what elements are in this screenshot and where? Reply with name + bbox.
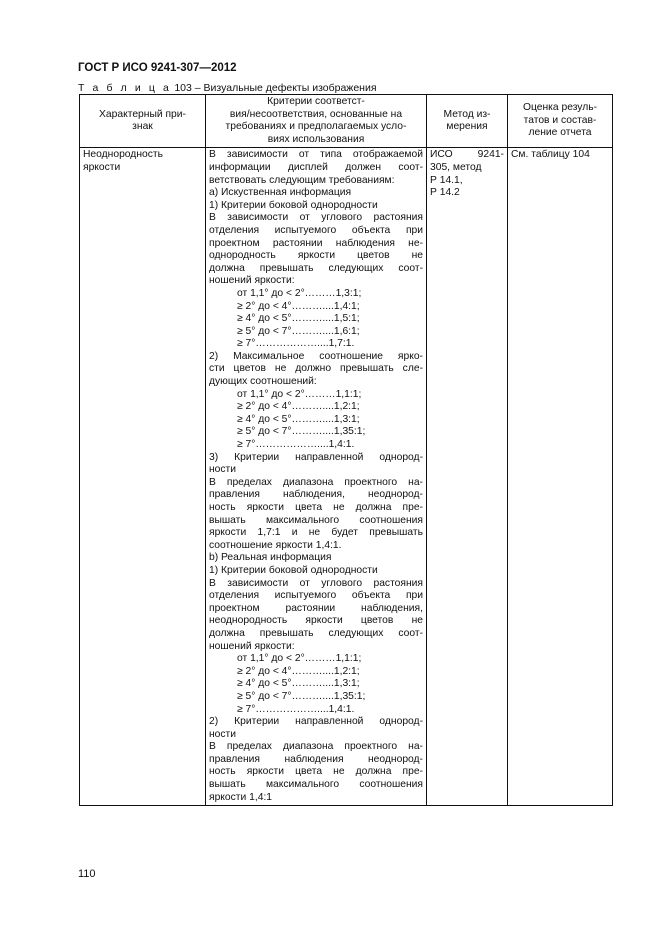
text-line: от 1,1° до < 2°………1,1:1;	[237, 653, 362, 665]
text-line: яркости	[83, 161, 121, 173]
text-line: 1) Критерии боковой однородности	[209, 199, 378, 211]
text-line: ность яркости цвета не должна пре-	[209, 502, 423, 513]
text-line: яркости 1,7:1 и не будет превышать	[209, 527, 423, 539]
text-line: 1) Критерии боковой однородности	[209, 564, 378, 576]
text-line: вышать максимального соотношения	[209, 779, 423, 791]
table-caption	[78, 82, 377, 94]
text-line: сти цветов не должно превышать сле-	[209, 363, 423, 375]
text-line: b) Реальная информация	[209, 552, 332, 564]
text-line: Метод из-	[443, 108, 491, 120]
text-line: ≥ 2° до < 4°………....1,2:1;	[237, 401, 360, 413]
text-line: Оценка резуль-	[522, 102, 598, 114]
text-line: отделения испытуемого объекта при	[209, 224, 423, 236]
text-line: Р 14.1,	[430, 174, 463, 186]
text-line: Характерный при-	[99, 108, 186, 120]
text-line: ≥ 7°………………....1,4:1.	[237, 703, 355, 715]
text-line: Критерии соответст-	[267, 96, 365, 107]
cell-method	[427, 148, 508, 806]
text-line: яркости 1,4:1	[209, 791, 273, 803]
text-line: татов и состав-	[523, 114, 597, 126]
table-header-row	[80, 95, 613, 148]
text-line: информации дисплей должен соот-	[209, 161, 423, 173]
text-line: мерения	[446, 121, 488, 133]
cell-assessment	[508, 148, 613, 806]
text-line: однородность яркости цветов не	[209, 250, 423, 262]
text-line: от 1,1° до < 2°………1,1:1;	[237, 388, 362, 400]
document-code: ГОСТ Р ИСО 9241-307—2012	[78, 62, 237, 74]
text-line: 305, метод	[430, 161, 482, 173]
assessment-reference: См. таблицу 104	[511, 149, 590, 161]
header-feature	[80, 95, 206, 148]
page-number: 110	[78, 868, 96, 880]
text-line: от 1,1° до < 2°………1,3:1;	[237, 287, 362, 299]
text-line: 2) Максимальное соотношение ярко-	[209, 350, 423, 362]
text-line: В зависимости от углового растояния	[209, 212, 423, 224]
text-line: 2) Критерии направленной однород-	[209, 716, 423, 728]
text-line: ≥ 4° до < 5°………....1,3:1;	[237, 413, 360, 425]
text-line: ≥ 4° до < 5°………....1,5:1;	[237, 313, 360, 325]
text-line: ≥ 5° до < 7°………....1,35:1;	[237, 690, 366, 702]
text-line: ≥ 7°………………....1,7:1.	[237, 338, 355, 350]
text-line: правления наблюдения неоднород-	[209, 753, 423, 765]
table-caption-label: Т а б л и ц а	[78, 82, 172, 94]
text-line: Неоднородность	[83, 149, 163, 161]
table-row	[80, 148, 613, 806]
text-line: ношений яркости:	[209, 640, 295, 652]
header-assessment	[508, 95, 613, 148]
text-line: ≥ 5° до < 7°………....1,6:1;	[237, 325, 360, 337]
text-line: должна превышать следующих соот-	[209, 627, 423, 639]
text-line: ≥ 5° до < 7°………....1,35:1;	[237, 426, 366, 438]
text-line: ≥ 4° до < 5°………....1,3:1;	[237, 678, 360, 690]
text-line: ИСО 9241-	[430, 149, 504, 161]
text-line: В зависимости от углового растояния	[209, 577, 423, 589]
text-line: дующих соотношений:	[209, 376, 317, 388]
text-line: Р 14.2	[430, 187, 460, 199]
text-line: ≥ 2° до < 4°………....1,4:1;	[237, 300, 360, 312]
text-line: ветствовать следующим требованиям:	[209, 174, 395, 186]
text-line: соотношение яркости 1,4:1.	[209, 539, 342, 551]
table-caption-text: 103 – Визуальные дефекты изображения	[174, 82, 377, 94]
text-line: требованиях и предполагаемых усло-	[225, 121, 407, 133]
text-line: знак	[132, 121, 153, 133]
text-line: виях использования	[267, 133, 365, 145]
text-line: В пределах диапазона проектного на-	[209, 476, 423, 488]
text-line: а) Искуственная информация	[209, 187, 352, 199]
text-line: В пределах диапазона проектного на-	[209, 741, 423, 753]
text-line: неоднородность яркости цветов не	[209, 615, 423, 627]
visual-defects-table	[79, 94, 613, 806]
text-line: должна превышать следующих соот-	[209, 262, 423, 274]
text-line: вия/несоответствия, основанные на	[229, 108, 403, 120]
header-criteria	[206, 95, 427, 148]
text-line: ≥ 2° до < 4°………....1,2:1;	[237, 665, 360, 677]
text-line: ности	[209, 464, 237, 476]
text-line: ление отчета	[528, 127, 592, 139]
text-line: ности	[209, 728, 237, 740]
text-line: вышать максимального соотношения	[209, 514, 423, 526]
text-line: правления наблюдения, неоднород-	[209, 489, 423, 501]
text-line: ность яркости цвета не должна пре-	[209, 766, 423, 778]
text-line: ношений яркости:	[209, 275, 295, 287]
header-method	[427, 95, 508, 148]
text-line: проектном растоянии наблюдения не-	[209, 237, 423, 249]
text-line: проектном растоянии наблюдения,	[209, 602, 423, 614]
text-line: В зависимости от типа отображаемой	[209, 149, 423, 161]
cell-feature	[80, 148, 206, 806]
text-line: ≥ 7°………………....1,4:1.	[237, 439, 355, 451]
text-line: отделения испытуемого объекта при	[209, 590, 423, 602]
cell-criteria	[206, 148, 427, 806]
text-line: 3) Критерии направленной однород-	[209, 451, 423, 463]
